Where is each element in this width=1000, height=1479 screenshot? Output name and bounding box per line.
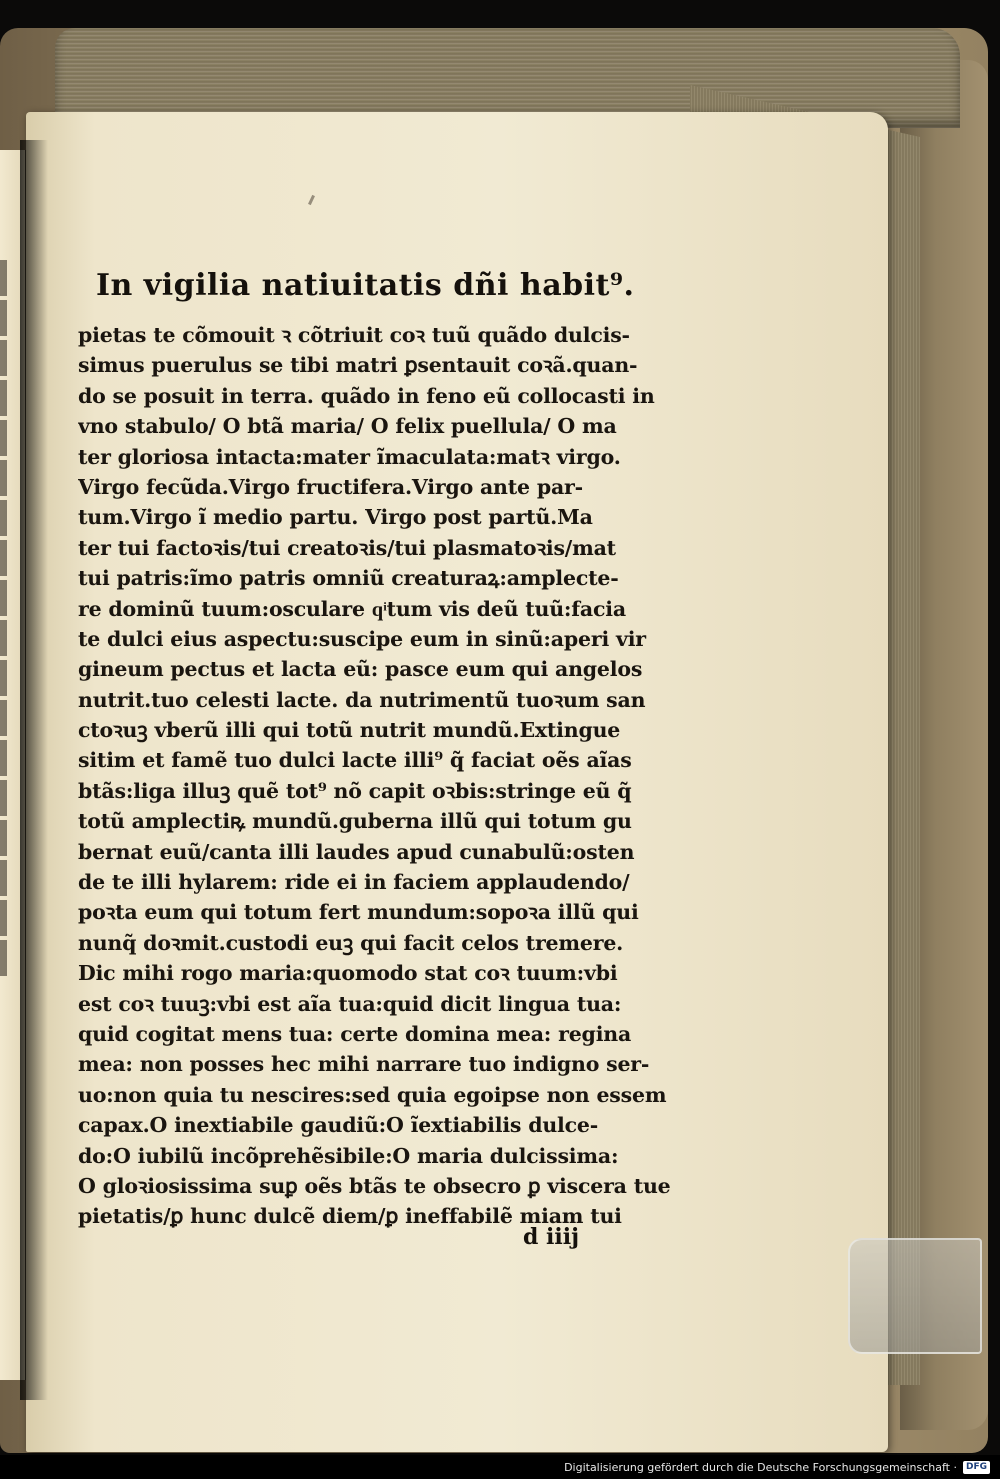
text-line: ctoꝛuꝫ vberũ illi qui totũ nutrit mundũ.Extingue [78, 718, 621, 743]
text-line: de te illi hylarem: ride ei in faciem applaudendo/ [78, 870, 630, 895]
text-line: Virgo fecũda.Virgo fructifera.Virgo ante par- [78, 474, 583, 499]
text-line: do se posuit in terra. quãdo in feno eũ collocasti in [78, 383, 655, 408]
text-line: nutrit.tuo celesti lacte. da nutrimentũ tuoꝛum san [78, 687, 646, 712]
text-line: poꝛta eum qui totum fert mundum:sopoꝛa illũ qui [78, 900, 639, 925]
text-line: tui patris:ĩmo patris omniũ creaturaꝝ:amplecte- [78, 566, 619, 591]
dfg-logo-icon: DFG [963, 1461, 990, 1474]
text-line: simus puerulus se tibi matri ꝑsentauit coꝛã.quan- [78, 353, 638, 378]
footer-bar [0, 1455, 1000, 1479]
text-line: gineum pectus et lacta eũ: pasce eum qui angelos [78, 657, 643, 682]
page-clip [848, 1238, 982, 1354]
text-line: vno stabulo/ O btã maria/ O felix puellula/ O ma [78, 414, 617, 439]
text-line: O gloꝛiosissima suꝑ oẽs btãs te obsecro ꝑ viscera tue [78, 1173, 671, 1198]
text-line: re dominũ tuum:osculare qͥtum vis deũ tuũ:facia [78, 596, 626, 621]
text-line: capax.O inextiabile gaudiũ:O ĩextiabilis dulce- [78, 1113, 599, 1138]
text-line: est coꝛ tuuꝫ:vbi est aĩa tua:quid dicit lingua tua: [78, 991, 622, 1016]
body-text [78, 320, 684, 1232]
text-line: mea: non posses hec mihi narrare tuo indigno ser- [78, 1052, 650, 1077]
text-line: tum.Virgo ĩ medio partu. Virgo post partũ.Ma [78, 505, 593, 530]
text-line: sitim et famẽ tuo dulci lacte illi⁹ q̃ faciat oẽs aĩas [78, 748, 632, 773]
text-line: do:O iubilũ incõprehẽsibile:O maria dulcissima: [78, 1143, 619, 1168]
running-heading: In vigilia natiuitatis dñi habit⁹. [96, 268, 635, 303]
text-line: ter glоriosa intacta:mater ĩmaculata:matꝛ virgo. [78, 444, 621, 469]
signature-mark: d iiij [523, 1224, 580, 1250]
text-line: Dic mihi rogo maria:quomodo stat coꝛ tuum:vbi [78, 961, 618, 986]
text-line: quid cogitat mens tua: certe domina mea: regina [78, 1021, 632, 1046]
spine-shadow [20, 140, 48, 1400]
text-line: te dulci eius aspectu:suscipe eum in sinũ:aperi vir [78, 626, 646, 651]
credit-text: Digitalisierung gefördert durch die Deutsche Forschungsgemeinschaft · [564, 1461, 957, 1474]
text-line: uo:non quia tu nescires:sed quia egoipse non essem [78, 1082, 667, 1107]
text-line: btãs:liga illuꝫ quẽ tot⁹ nõ capit oꝛbis:stringe eũ q̃ [78, 778, 632, 803]
text-line: bernat euũ/canta illi laudes apud cunabulũ:osten [78, 839, 635, 864]
digitization-credit [564, 1461, 990, 1474]
text-line: totũ amplectiꝶ mundũ.guberna illũ qui totum gu [78, 809, 632, 834]
text-line: ter tui factoꝛis/tui creatoꝛis/tui plasmatoꝛis/mat [78, 535, 616, 560]
text-line: pietatis/ꝑ hunc dulcẽ diem/ꝑ ineffabilẽ miam tui [78, 1204, 622, 1229]
text-line: pietas te cõmouit ꝛ cõtriuit coꝛ tuũ quãdo dulcis- [78, 323, 630, 347]
text-line: nunq̃ doꝛmit.custodi euꝫ qui facit celos tremere. [78, 930, 624, 955]
facing-page-text-fragments [0, 260, 22, 980]
